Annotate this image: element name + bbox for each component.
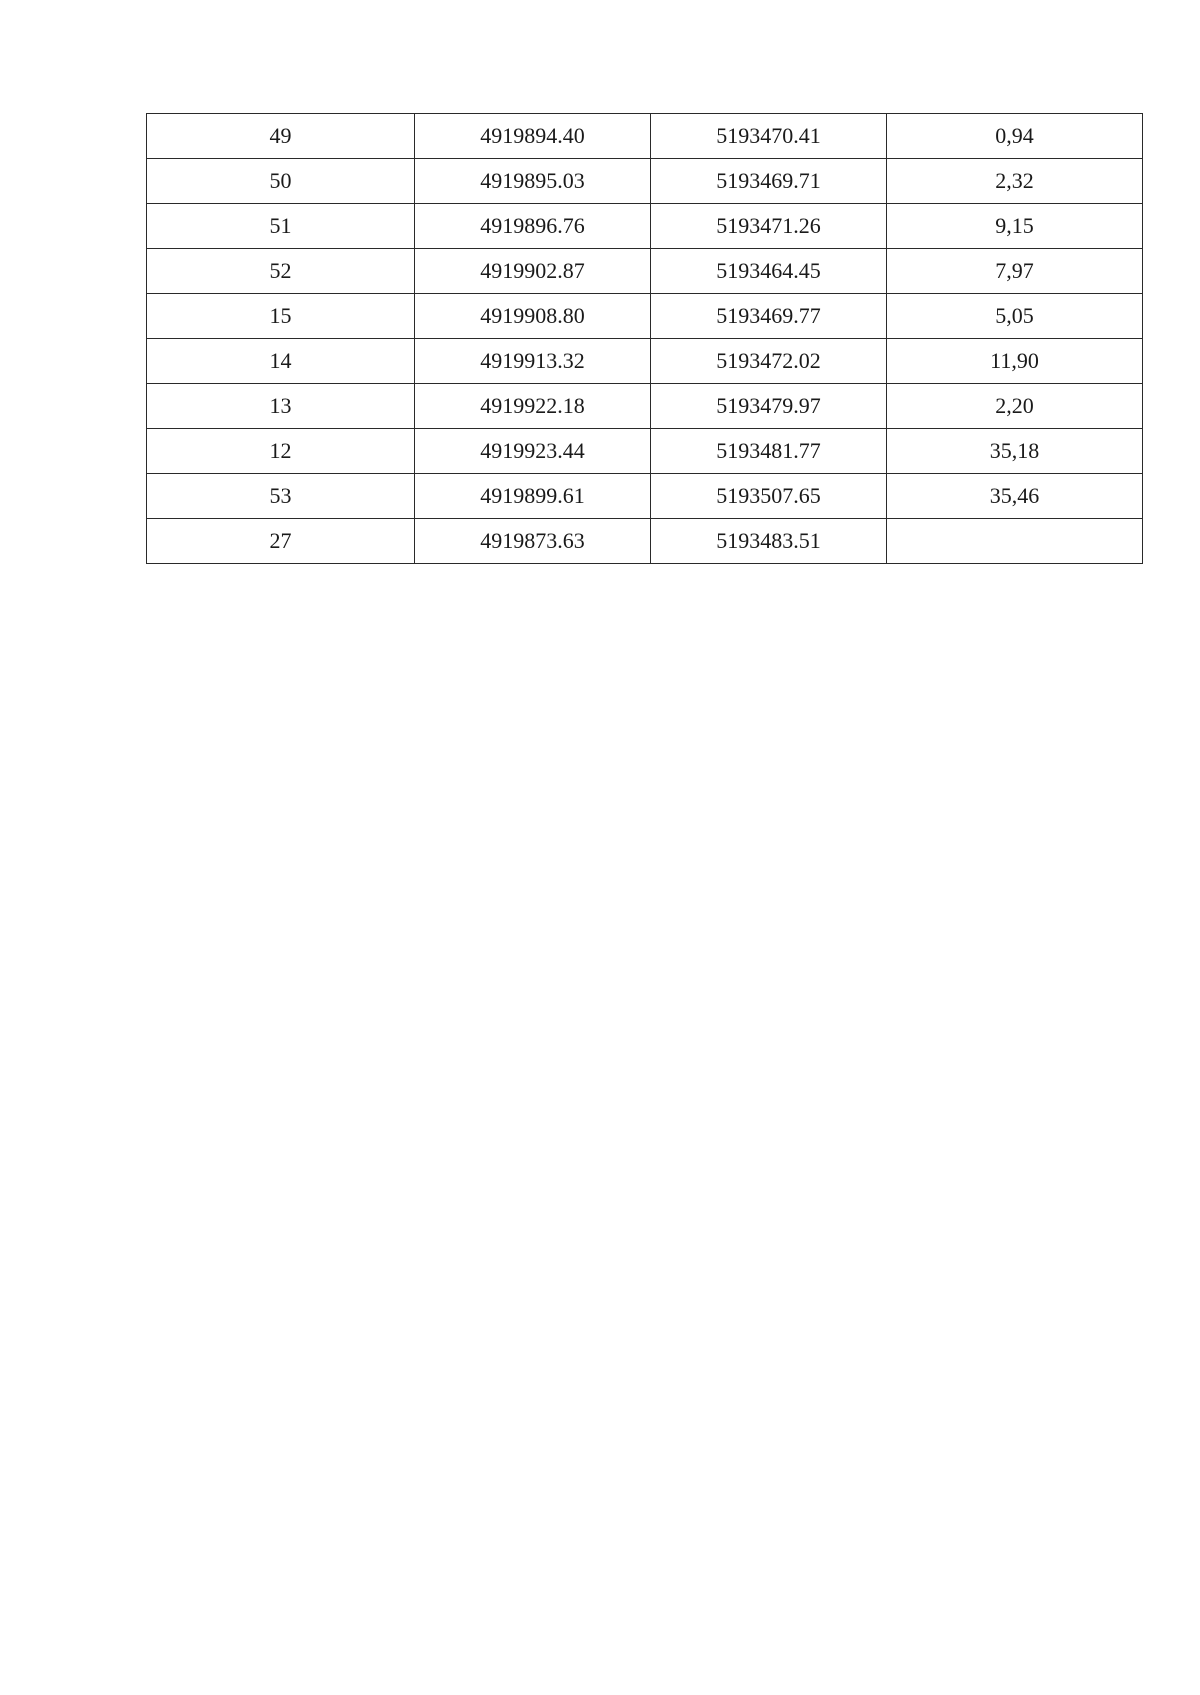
y-coordinate-cell: 5193481.77 <box>651 429 887 474</box>
point-number-cell: 49 <box>147 114 415 159</box>
x-coordinate-cell: 4919899.61 <box>415 474 651 519</box>
table-row <box>147 339 1143 384</box>
table-row <box>147 519 1143 564</box>
y-coordinate-cell: 5193464.45 <box>651 249 887 294</box>
x-coordinate-cell: 4919908.80 <box>415 294 651 339</box>
distance-cell: 2,32 <box>887 159 1143 204</box>
x-coordinate-cell: 4919902.87 <box>415 249 651 294</box>
table-row <box>147 204 1143 249</box>
x-coordinate-cell: 4919895.03 <box>415 159 651 204</box>
y-coordinate-cell: 5193479.97 <box>651 384 887 429</box>
point-number-cell: 13 <box>147 384 415 429</box>
distance-cell: 5,05 <box>887 294 1143 339</box>
x-coordinate-cell: 4919873.63 <box>415 519 651 564</box>
point-number-cell: 50 <box>147 159 415 204</box>
x-coordinate-cell: 4919913.32 <box>415 339 651 384</box>
distance-cell <box>887 519 1143 564</box>
y-coordinate-cell: 5193471.26 <box>651 204 887 249</box>
y-coordinate-cell: 5193469.77 <box>651 294 887 339</box>
x-coordinate-cell: 4919922.18 <box>415 384 651 429</box>
point-number-cell: 52 <box>147 249 415 294</box>
x-coordinate-cell: 4919894.40 <box>415 114 651 159</box>
table-row <box>147 474 1143 519</box>
point-number-cell: 53 <box>147 474 415 519</box>
table-row <box>147 249 1143 294</box>
table-row <box>147 159 1143 204</box>
y-coordinate-cell: 5193470.41 <box>651 114 887 159</box>
distance-cell: 0,94 <box>887 114 1143 159</box>
x-coordinate-cell: 4919896.76 <box>415 204 651 249</box>
x-coordinate-cell: 4919923.44 <box>415 429 651 474</box>
distance-cell: 11,90 <box>887 339 1143 384</box>
distance-cell: 7,97 <box>887 249 1143 294</box>
y-coordinate-cell: 5193483.51 <box>651 519 887 564</box>
coordinates-table <box>146 113 1143 564</box>
point-number-cell: 27 <box>147 519 415 564</box>
table-row <box>147 294 1143 339</box>
y-coordinate-cell: 5193469.71 <box>651 159 887 204</box>
distance-cell: 35,18 <box>887 429 1143 474</box>
table-row <box>147 384 1143 429</box>
distance-cell: 35,46 <box>887 474 1143 519</box>
y-coordinate-cell: 5193472.02 <box>651 339 887 384</box>
distance-cell: 9,15 <box>887 204 1143 249</box>
point-number-cell: 12 <box>147 429 415 474</box>
table-row <box>147 114 1143 159</box>
table-row <box>147 429 1143 474</box>
distance-cell: 2,20 <box>887 384 1143 429</box>
point-number-cell: 51 <box>147 204 415 249</box>
point-number-cell: 15 <box>147 294 415 339</box>
y-coordinate-cell: 5193507.65 <box>651 474 887 519</box>
point-number-cell: 14 <box>147 339 415 384</box>
